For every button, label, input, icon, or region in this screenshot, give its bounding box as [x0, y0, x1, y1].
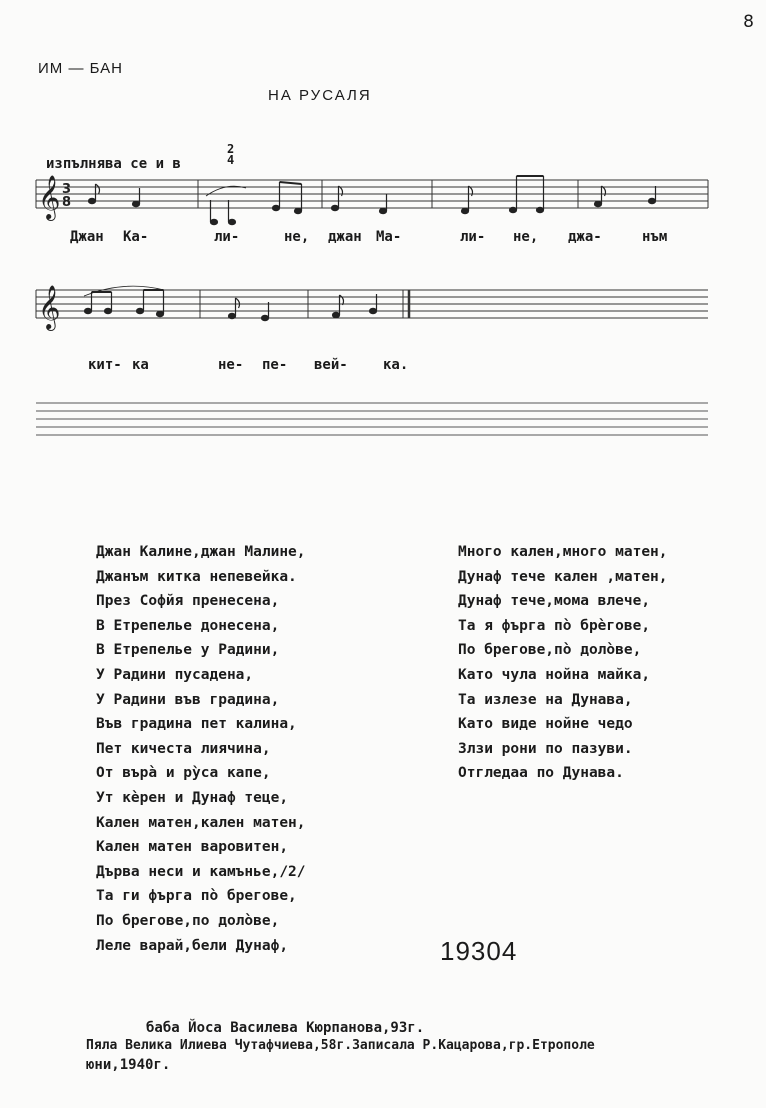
- staff-1-notes: [89, 176, 656, 225]
- empty-staff-lines: [36, 403, 708, 435]
- staff1-lyric: ли-: [460, 229, 486, 245]
- lyrics-left-column: [96, 540, 306, 958]
- staff1-lyric: джа-: [568, 229, 602, 245]
- song-title: НА РУСАЛЯ: [268, 87, 372, 104]
- verse-line: Дунаф тече,мома влече,: [458, 593, 651, 610]
- staff1-lyric: нъм: [642, 229, 668, 245]
- verse-line: По брегове,пò долòве,: [458, 642, 642, 659]
- verse-line: Като виде нойне чедо: [458, 716, 633, 733]
- performance-note: изпълнява се и в: [46, 156, 181, 172]
- treble-clef-2: 𝄞: [38, 285, 61, 329]
- staff2-lyric: кит-: [88, 357, 122, 373]
- staff-2-notes: [84, 286, 377, 320]
- page-number: 8: [743, 12, 754, 32]
- verse-line: Дунаф тече кален ,матен,: [458, 568, 668, 585]
- staff2-lyric: ка.: [383, 357, 409, 373]
- verse-line: Злзи рони по пазуви.: [458, 740, 633, 757]
- verse-line: Кален матен,кален матен,: [96, 814, 306, 831]
- time-sig-bottom: 8: [62, 195, 72, 210]
- staff2-lyric: не-: [218, 357, 244, 373]
- credit-line-singer-1: баба Йоса Василева Кюрпанова,93г.: [146, 1020, 425, 1036]
- alt-time-bottom: 4: [227, 153, 235, 167]
- credit-line-singer-2: Пяла Велика Илиева Чутафчиева,58г.Записала Р.Кацарова,гр.Етрополе: [86, 1038, 595, 1053]
- verse-line: Ут кèрен и Дунаф теце,: [96, 789, 289, 806]
- credit-line-date: юни,1940г.: [86, 1057, 171, 1073]
- staff1-lyric: Джан: [70, 229, 104, 245]
- staff1-lyric: не,: [513, 229, 539, 245]
- verse-line: По брегове,по долòве,: [96, 912, 280, 929]
- verse-line: Та ги фърга пò брегове,: [96, 888, 297, 905]
- alt-time-top: 2: [227, 142, 235, 156]
- verse-line: Та я фърга пò брèгове,: [458, 617, 651, 634]
- time-sig-top: 3: [62, 182, 72, 197]
- verse-line: В Етрепелье у Радини,: [96, 642, 280, 659]
- archive-number: 19304: [440, 936, 518, 966]
- staff2-lyric: вей-: [314, 357, 348, 373]
- verse-line: Дърва неси и камъньe,/2/: [96, 863, 306, 880]
- verse-line: От върà и рỳса капе,: [96, 765, 271, 782]
- verse-line: Пет кичеста лиячина,: [96, 740, 271, 757]
- verse-line: Във градина пет калина,: [96, 716, 297, 733]
- lyrics-right-column: [458, 540, 668, 786]
- archive-header-code: ИМ — БАН: [38, 60, 123, 77]
- verse-line: Джан Калине,джан Малине,: [96, 544, 306, 560]
- treble-clef-1: 𝄞: [38, 175, 61, 219]
- staff1-lyric: Ма-: [376, 229, 402, 245]
- verse-line: Джанъм китка непевейка.: [96, 568, 297, 585]
- verse-line: Много кален,много матен,: [458, 544, 668, 560]
- verse-line: В Етрепелье донесена,: [96, 617, 280, 634]
- verse-line: Леле варай,бели Дунаф,: [96, 937, 289, 954]
- verse-line: Кален матен варовитен,: [96, 839, 289, 856]
- staff1-lyric: ли-: [214, 229, 240, 245]
- verse-line: Отгледаа по Дунава.: [458, 765, 624, 782]
- verse-line: Като чула нойна майка,: [458, 666, 651, 683]
- staff2-lyric: ка: [132, 357, 149, 373]
- verse-line: У Радини във градина,: [96, 691, 280, 708]
- staff2-lyric: пе-: [262, 357, 288, 373]
- staff1-lyric: не,: [284, 229, 310, 245]
- staff1-lyric: Ка-: [123, 229, 149, 245]
- verse-line: У Радини пусадена,: [96, 666, 254, 683]
- verse-line: Та излезе на Дунава,: [458, 691, 633, 708]
- staff1-lyric: джан: [328, 229, 362, 245]
- verse-line: През Софйя пренесена,: [96, 593, 280, 610]
